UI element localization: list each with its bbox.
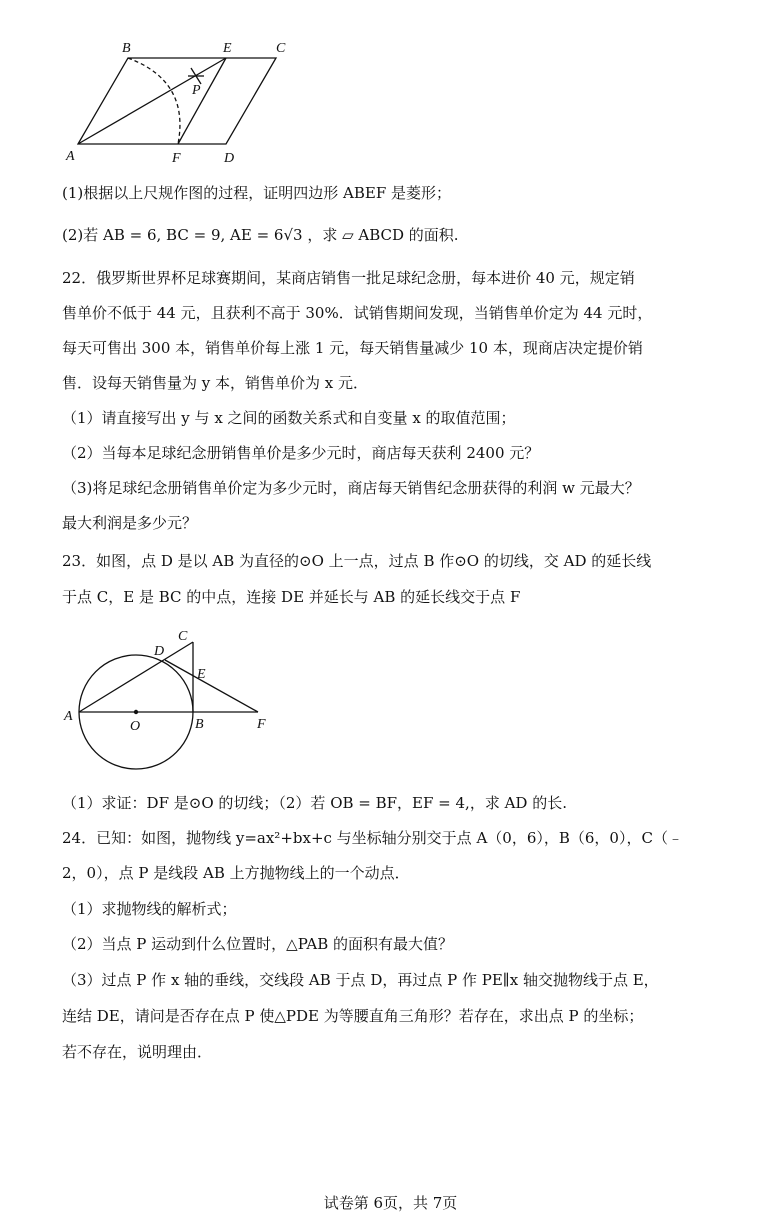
q22-part2: （2）当每本足球纪念册销售单价是多少元时，商店每天获利 2400 元？ <box>62 444 540 462</box>
q24-text-2: 2，0），点 P 是线段 AB 上方抛物线上的一个动点． <box>62 864 410 882</box>
q22-text-3: 每天可售出 300 本，销售单价每上涨 1 元，每天销售量减少 10 本，现商店决定提价销 <box>62 339 643 357</box>
label-e2: E <box>197 667 206 682</box>
label-c2: C <box>178 629 188 644</box>
label-d: D <box>224 151 235 166</box>
q24-part3-cont1: 连结 DE，请问是否存在点 P 使△PDE 为等腰直角三角形？若存在，求出点 P 的坐标； <box>62 1007 644 1025</box>
q21-part1: (1)根据以上尺规作图的过程，证明四边形 ABEF 是菱形； <box>62 184 451 202</box>
q24-part3: （3）过点 P 作 x 轴的垂线，交线段 AB 于点 D，再过点 P 作 PE∥x 轴交抛物线于点 E， <box>62 971 659 989</box>
label-f2: F <box>257 717 266 732</box>
parallelogram-abcd <box>78 58 276 144</box>
q22-text-1: 22．俄罗斯世界杯足球赛期间，某商店销售一批足球纪念册，每本进价 40 元，规定销 <box>62 269 635 287</box>
label-f: F <box>172 151 181 166</box>
label-b: B <box>122 41 131 56</box>
segment-ac <box>79 642 193 712</box>
q22-part3: （3)将足球纪念册销售单价定为多少元时，商店每天销售纪念册获得的利润 w 元最大？ <box>62 479 640 497</box>
label-a2: A <box>64 709 73 724</box>
parallelogram-figure <box>60 36 310 171</box>
segment-ae <box>78 58 226 144</box>
segment-ef <box>178 58 226 144</box>
circle-tangent-figure <box>60 622 280 792</box>
q24-part3-cont2: 若不存在，说明理由． <box>62 1043 213 1061</box>
q22-text-2: 售单价不低于 44 元，且获利不高于 30%．试销售期间发现，当销售单价定为 44 元时， <box>62 304 653 322</box>
label-b2: B <box>195 717 204 732</box>
q23-text-2: 于点 C，E 是 BC 的中点，连接 DE 并延长与 AB 的延长线交于点 F <box>62 588 521 606</box>
q24-part2: （2）当点 P 运动到什么位置时，△PAB 的面积有最大值？ <box>62 935 454 953</box>
label-d2: D <box>154 644 165 659</box>
label-c: C <box>276 41 286 56</box>
q23-text-1: 23．如图，点 D 是以 AB 为直径的⊙O 上一点，过点 B 作⊙O 的切线，交 AD 的延长线 <box>62 552 652 570</box>
center-point-o <box>134 710 138 714</box>
label-o2: O <box>130 719 141 734</box>
label-p: P <box>192 83 201 98</box>
q24-part1: （1）求抛物线的解析式； <box>62 900 237 918</box>
q22-part1: （1）请直接写出 y 与 x 之间的函数关系式和自变量 x 的取值范围； <box>62 409 516 427</box>
q22-text-4: 售．设每天销售量为 y 本，销售单价为 x 元． <box>62 374 369 392</box>
segment-df <box>165 660 258 712</box>
q21-part2: (2)若 AB = 6, BC = 9, AE = 6√3 ，求 ▱ ABCD 的面积. <box>62 226 459 244</box>
q22-part3-cont: 最大利润是多少元？ <box>62 514 198 532</box>
label-a: A <box>66 149 75 164</box>
q24-text-1: 24．已知：如图，抛物线 y=ax²+bx+c 与坐标轴分别交于点 A（0，6），B（6，0），C（﹣ <box>62 829 683 847</box>
q23-parts: （1）求证：DF 是⊙O 的切线；（2）若 OB = BF，EF = 4,，求 AD 的长. <box>62 794 567 812</box>
compass-arc <box>128 58 180 144</box>
label-e: E <box>223 41 232 56</box>
page-footer: 试卷第 6页，共 7页 <box>323 1194 458 1212</box>
